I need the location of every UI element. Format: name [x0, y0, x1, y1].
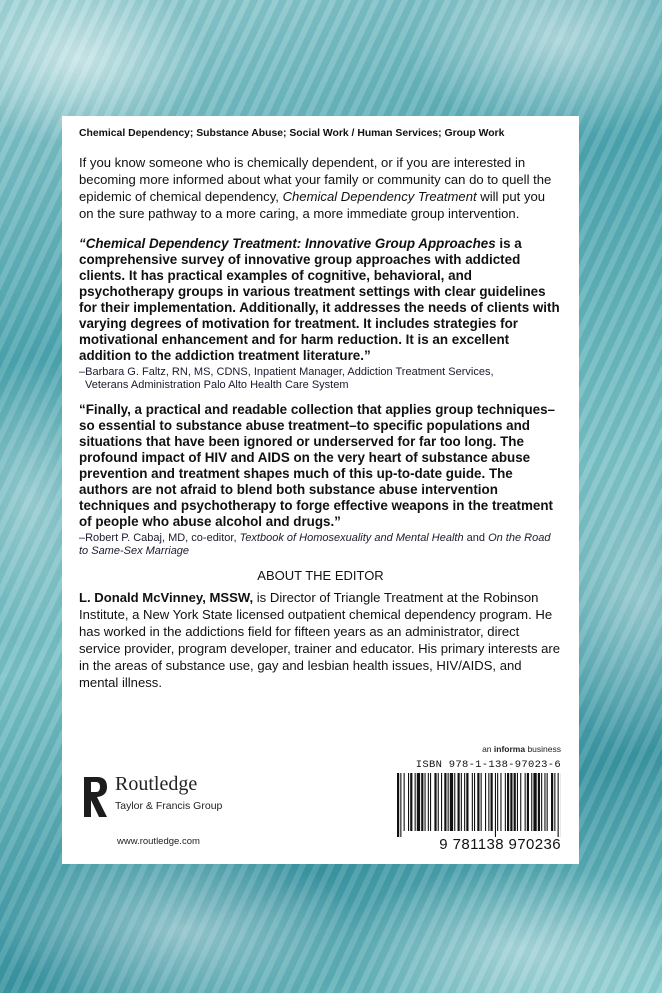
barcode-bar	[421, 773, 423, 831]
barcode-bar	[520, 773, 521, 831]
barcode-bar	[538, 773, 540, 831]
attribution-line: –Barbara G. Faltz, RN, MS, CDNS, Inpatient Manager, Addiction Treatment Services,	[79, 366, 494, 378]
barcode-bar	[547, 773, 548, 831]
barcode-bar	[505, 773, 506, 831]
intro-book-title: Chemical Dependency Treatment	[282, 189, 477, 204]
barcode-bar	[510, 773, 512, 831]
intro-paragraph	[79, 154, 562, 222]
routledge-logo	[77, 773, 247, 823]
barcode-bar	[544, 773, 545, 831]
barcode-bar	[558, 773, 559, 837]
barcode-bar	[448, 773, 449, 831]
barcode-bar	[551, 773, 553, 831]
back-cover-panel	[62, 116, 579, 864]
barcode-bar	[415, 773, 416, 831]
barcode-bar	[430, 773, 431, 831]
barcode-digits	[439, 836, 561, 853]
barcode-digit-group: 970236	[508, 836, 561, 853]
publisher-url: www.routledge.com	[117, 836, 200, 847]
informa-business-label	[482, 744, 561, 754]
barcode-bar	[507, 773, 509, 831]
barcode-bar	[554, 773, 555, 831]
barcode-bar	[417, 773, 420, 831]
barcode-bar	[397, 773, 399, 837]
barcode-bar	[527, 773, 529, 831]
barcode-bar	[444, 773, 446, 831]
barcode-bar	[458, 773, 460, 831]
attribution-book-title: Textbook of Homosexuality and Mental Health	[239, 532, 464, 544]
barcode-image	[397, 773, 561, 837]
informa-brand: informa	[493, 744, 526, 754]
endorsement-quote-faltz	[79, 236, 562, 364]
about-editor-heading: ABOUT THE EDITOR	[257, 568, 384, 583]
barcode-bar	[497, 773, 498, 831]
intro-text-after: will put you on the sure pathway to a more caring, a more immediate group intervention.	[79, 189, 546, 221]
barcode-bar	[481, 773, 482, 831]
barcode-bar	[517, 773, 518, 831]
isbn-label: ISBN 978-1-138-97023-6	[415, 759, 561, 771]
barcode-bar	[491, 773, 493, 831]
barcode-bar	[500, 773, 501, 831]
editor-name: L. Donald McVinney, MSSW,	[79, 590, 254, 605]
about-editor-text	[79, 589, 562, 691]
quote-book-title: “Chemical Dependency Treatment: Innovative Group Approaches	[79, 236, 496, 251]
attribution-book-title: On the Road to Same-Sex Marriage	[79, 532, 551, 557]
barcode-bar	[485, 773, 486, 831]
barcode-bar	[541, 773, 542, 831]
attribution-prefix: –Robert P. Cabaj, MD, co-editor,	[79, 532, 240, 544]
barcode-bar	[474, 773, 475, 831]
barcode-bar	[514, 773, 516, 831]
publisher-name: Routledge	[115, 773, 198, 795]
barcode-bar	[525, 773, 526, 831]
barcode-bar	[425, 773, 426, 831]
barcode-digit-group: 781138	[452, 836, 504, 853]
attribution-and: and	[463, 532, 489, 544]
subject-categories: Chemical Dependency; Substance Abuse; Social Work / Human Services; Group Work	[79, 128, 505, 139]
barcode-bar	[531, 773, 532, 831]
barcode-bar	[488, 773, 489, 831]
barcode-bar	[466, 773, 468, 831]
barcode-bar	[472, 773, 473, 831]
barcode-bar	[404, 773, 405, 831]
informa-suffix: business	[525, 744, 561, 754]
barcode-bar	[454, 773, 455, 831]
routledge-logo-icon	[77, 773, 111, 825]
attribution-faltz	[79, 366, 562, 392]
attribution-cabaj	[79, 532, 562, 558]
informa-prefix: an	[482, 744, 494, 754]
publisher-group: Taylor & Francis Group	[115, 800, 223, 812]
barcode-bar	[400, 773, 401, 837]
barcode-bar	[477, 773, 479, 831]
barcode-bar	[464, 773, 465, 831]
quote-body: is a comprehensive survey of innovative group approaches with addicted clients. It has practical examples of cognitive, behavioral, and psychotherapy groups in various treatment settings with clear guidelines for their implementation. Additionally, it addresses the needs of clients with varying degrees of motivation for treatment. It includes strategies for motivational enhancement and for harm reduction. It is an excellent addition to the addiction treatment literature.”	[79, 236, 560, 363]
barcode-bar	[495, 773, 496, 837]
logo-spine-text: ROUTLEDGE	[77, 784, 83, 817]
barcode-bar	[438, 773, 439, 831]
barcode-bar	[441, 773, 442, 831]
attribution-line: Veterans Administration Palo Alto Health Care System	[85, 379, 349, 391]
barcode-bar	[533, 773, 536, 831]
barcode-bar	[428, 773, 429, 831]
intro-text-before: If you know someone who is chemically dependent, or if you are interested in becoming more informed about what your family or community can do to quell the epidemic of chemical dependency,	[79, 155, 552, 204]
barcode-bar	[461, 773, 462, 831]
barcode-bar	[434, 773, 436, 831]
barcode-bar	[410, 773, 412, 831]
barcode-digit-lead: 9	[439, 836, 449, 853]
endorsement-quote-cabaj: “Finally, a practical and readable collection that applies group techniques–so essential to substance abuse treatment–to specific populations and situations that have been ignored or underserved for far too long. The profound impact of HIV and AIDS on the very heart of substance abuse prevention and treatment shapes much of this up-to-date guide. The authors are not afraid to blend both substance abuse intervention techniques and psychotherapy to forge effective weapons in the treatment of people who abuse alcohol and drugs.”	[79, 402, 555, 529]
cover-footer	[62, 738, 579, 864]
editor-bio: is Director of Triangle Treatment at the Robinson Institute, a New York State licensed outpatient chemical dependency program. He has worked in the addictions field for fifteen years as an administrator, direct service provider, program developer, trainer and educator. His primary interests are in the areas of substance use, gay and lesbian health issues, HIV/AIDS, and mental illness.	[79, 590, 561, 690]
barcode-bar	[450, 773, 453, 831]
barcode-bar	[408, 773, 409, 831]
